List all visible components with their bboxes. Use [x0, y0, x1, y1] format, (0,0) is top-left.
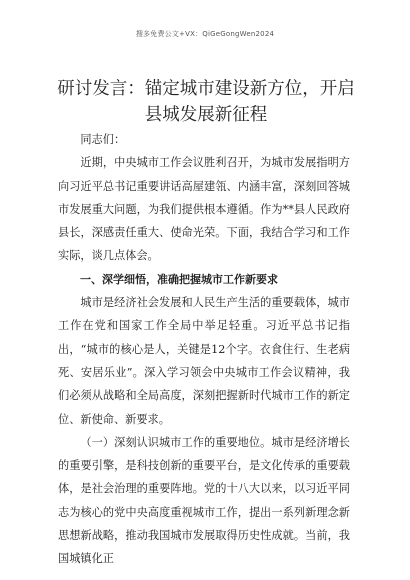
body-paragraph-1: 城市是经济社会发展和人民生产生活的重要载体，城市工作在党和国家工作全局中举足轻重。习近平总书记指出，“城市的核心是人，关键是12个字。衣食住行、生老病死、安居乐业”。深入学习领会中央城市工作会议精神，我们必须从战略和全局高度，深刻把握新时代城市工作的新定位、新使命、新要求。 [58, 296, 350, 426]
intro-paragraph: 近期，中央城市工作会议胜利召开，为城市发展指明方向习近平总书记重要讲话高屋建瓴、内涵丰富，深刻回答城市发展重大问题，为我们提供根本遵循。作为**县人民政府县长，深感责任重大、使命光荣。下面，我结合学习和工作实际，谈几点体会。 [58, 156, 350, 263]
body-paragraph-2: （一）深刻认识城市工作的重要地位。城市是经济增长的重要引擎，是科技创新的重要平台，是文化传承的重要载体，是社会治理的重要阵地。党的十八大以来，以习近平同志为核心的党中央高度重视城市工作，提出一系列新理念新思想新战略，推动我国城市发展取得历史性成就。当前，我国城镇化正 [58, 435, 350, 566]
salutation: 同志们： [80, 133, 126, 146]
document-title: 研讨发言：锚定城市建设新方位，开启县城发展新征程 [57, 79, 355, 125]
header-watermark-note: 搜多免费公文+VX：QiGeGongWen2024 [135, 30, 275, 38]
document-body [58, 128, 350, 571]
section-heading-1: 一、深学细悟，准确把握城市工作新要求 [80, 272, 278, 286]
